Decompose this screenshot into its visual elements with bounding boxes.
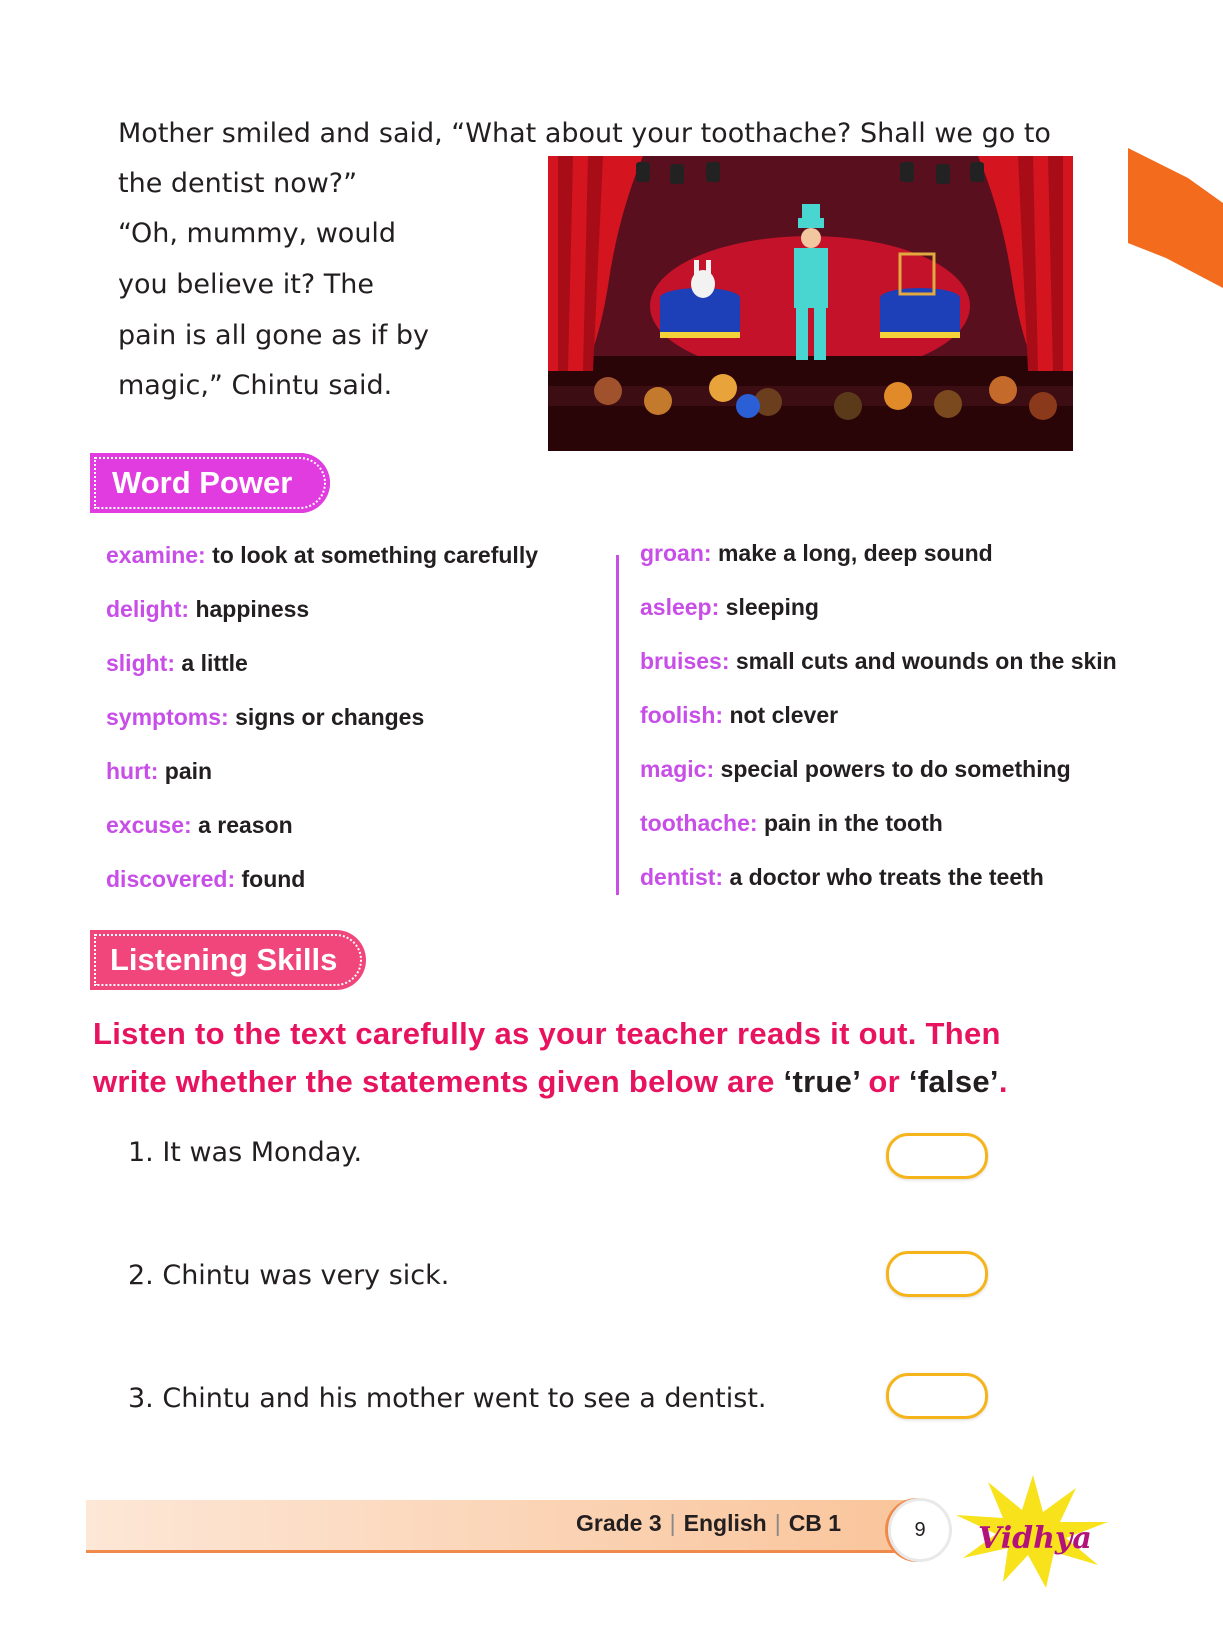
story-line: pain is all gone as if by bbox=[118, 320, 430, 351]
word-power-heading bbox=[90, 453, 330, 513]
footer-grade: Grade 3 bbox=[576, 1510, 662, 1536]
definition-item: magic: special powers to do something bbox=[640, 756, 1071, 782]
vidhya-logo-text: Vidhya bbox=[978, 1521, 1092, 1556]
definition-item: delight: happiness bbox=[106, 596, 310, 622]
definition-item: examine: to look at something carefully bbox=[106, 542, 538, 568]
page-number: 9 bbox=[914, 1519, 926, 1541]
instruction-text bbox=[93, 1010, 1008, 1106]
listening-skills-title: Listening Skills bbox=[110, 942, 338, 977]
statement-1: 1. It was Monday. bbox=[128, 1137, 363, 1168]
definition-item: dentist: a doctor who treats the teeth bbox=[640, 864, 1044, 890]
column-divider bbox=[616, 555, 619, 895]
footer-label: Grade 3 | English | CB 1 bbox=[576, 1510, 842, 1536]
definition-item: foolish: not clever bbox=[640, 702, 839, 728]
footer-line bbox=[86, 1550, 926, 1553]
instruction-line: Listen to the text carefully as your teacher reads it out. Then bbox=[93, 1016, 1001, 1051]
listening-skills-heading bbox=[90, 930, 366, 990]
definition-item: excuse: a reason bbox=[106, 812, 293, 838]
definition-item: hurt: pain bbox=[106, 758, 213, 784]
word-power-title: Word Power bbox=[112, 465, 293, 500]
answer-box-3[interactable] bbox=[886, 1373, 988, 1419]
statement-2: 2. Chintu was very sick. bbox=[128, 1260, 450, 1291]
definition-item: toothache: pain in the tooth bbox=[640, 810, 943, 836]
instruction-line: write whether the statements given below are ‘true’ or ‘false’. bbox=[93, 1064, 1008, 1099]
story-line: magic,” Chintu said. bbox=[118, 370, 393, 401]
page-number-badge bbox=[888, 1498, 952, 1562]
magic-show-illustration bbox=[548, 156, 1073, 451]
definition-item: discovered: found bbox=[106, 866, 306, 892]
vidhya-logo bbox=[948, 1470, 1118, 1590]
orange-page-tab bbox=[1128, 148, 1223, 288]
answer-box-1[interactable] bbox=[886, 1133, 988, 1179]
definition-item: groan: make a long, deep sound bbox=[640, 540, 993, 566]
definition-item: bruises: small cuts and wounds on the skin bbox=[640, 648, 1117, 674]
story-line: Mother smiled and said, “What about your toothache? Shall we go to bbox=[118, 118, 1051, 149]
story-line: the dentist now?” bbox=[118, 168, 358, 199]
footer-book: CB 1 bbox=[788, 1510, 842, 1536]
answer-box-2[interactable] bbox=[886, 1251, 988, 1297]
definition-item: symptoms: signs or changes bbox=[106, 704, 425, 730]
definition-item: asleep: sleeping bbox=[640, 594, 819, 620]
definition-item: slight: a little bbox=[106, 650, 248, 676]
footer-subject: English bbox=[683, 1510, 767, 1536]
story-line: you believe it? The bbox=[118, 269, 374, 300]
statement-3: 3. Chintu and his mother went to see a dentist. bbox=[128, 1383, 767, 1414]
story-line: “Oh, mummy, would bbox=[118, 218, 397, 249]
